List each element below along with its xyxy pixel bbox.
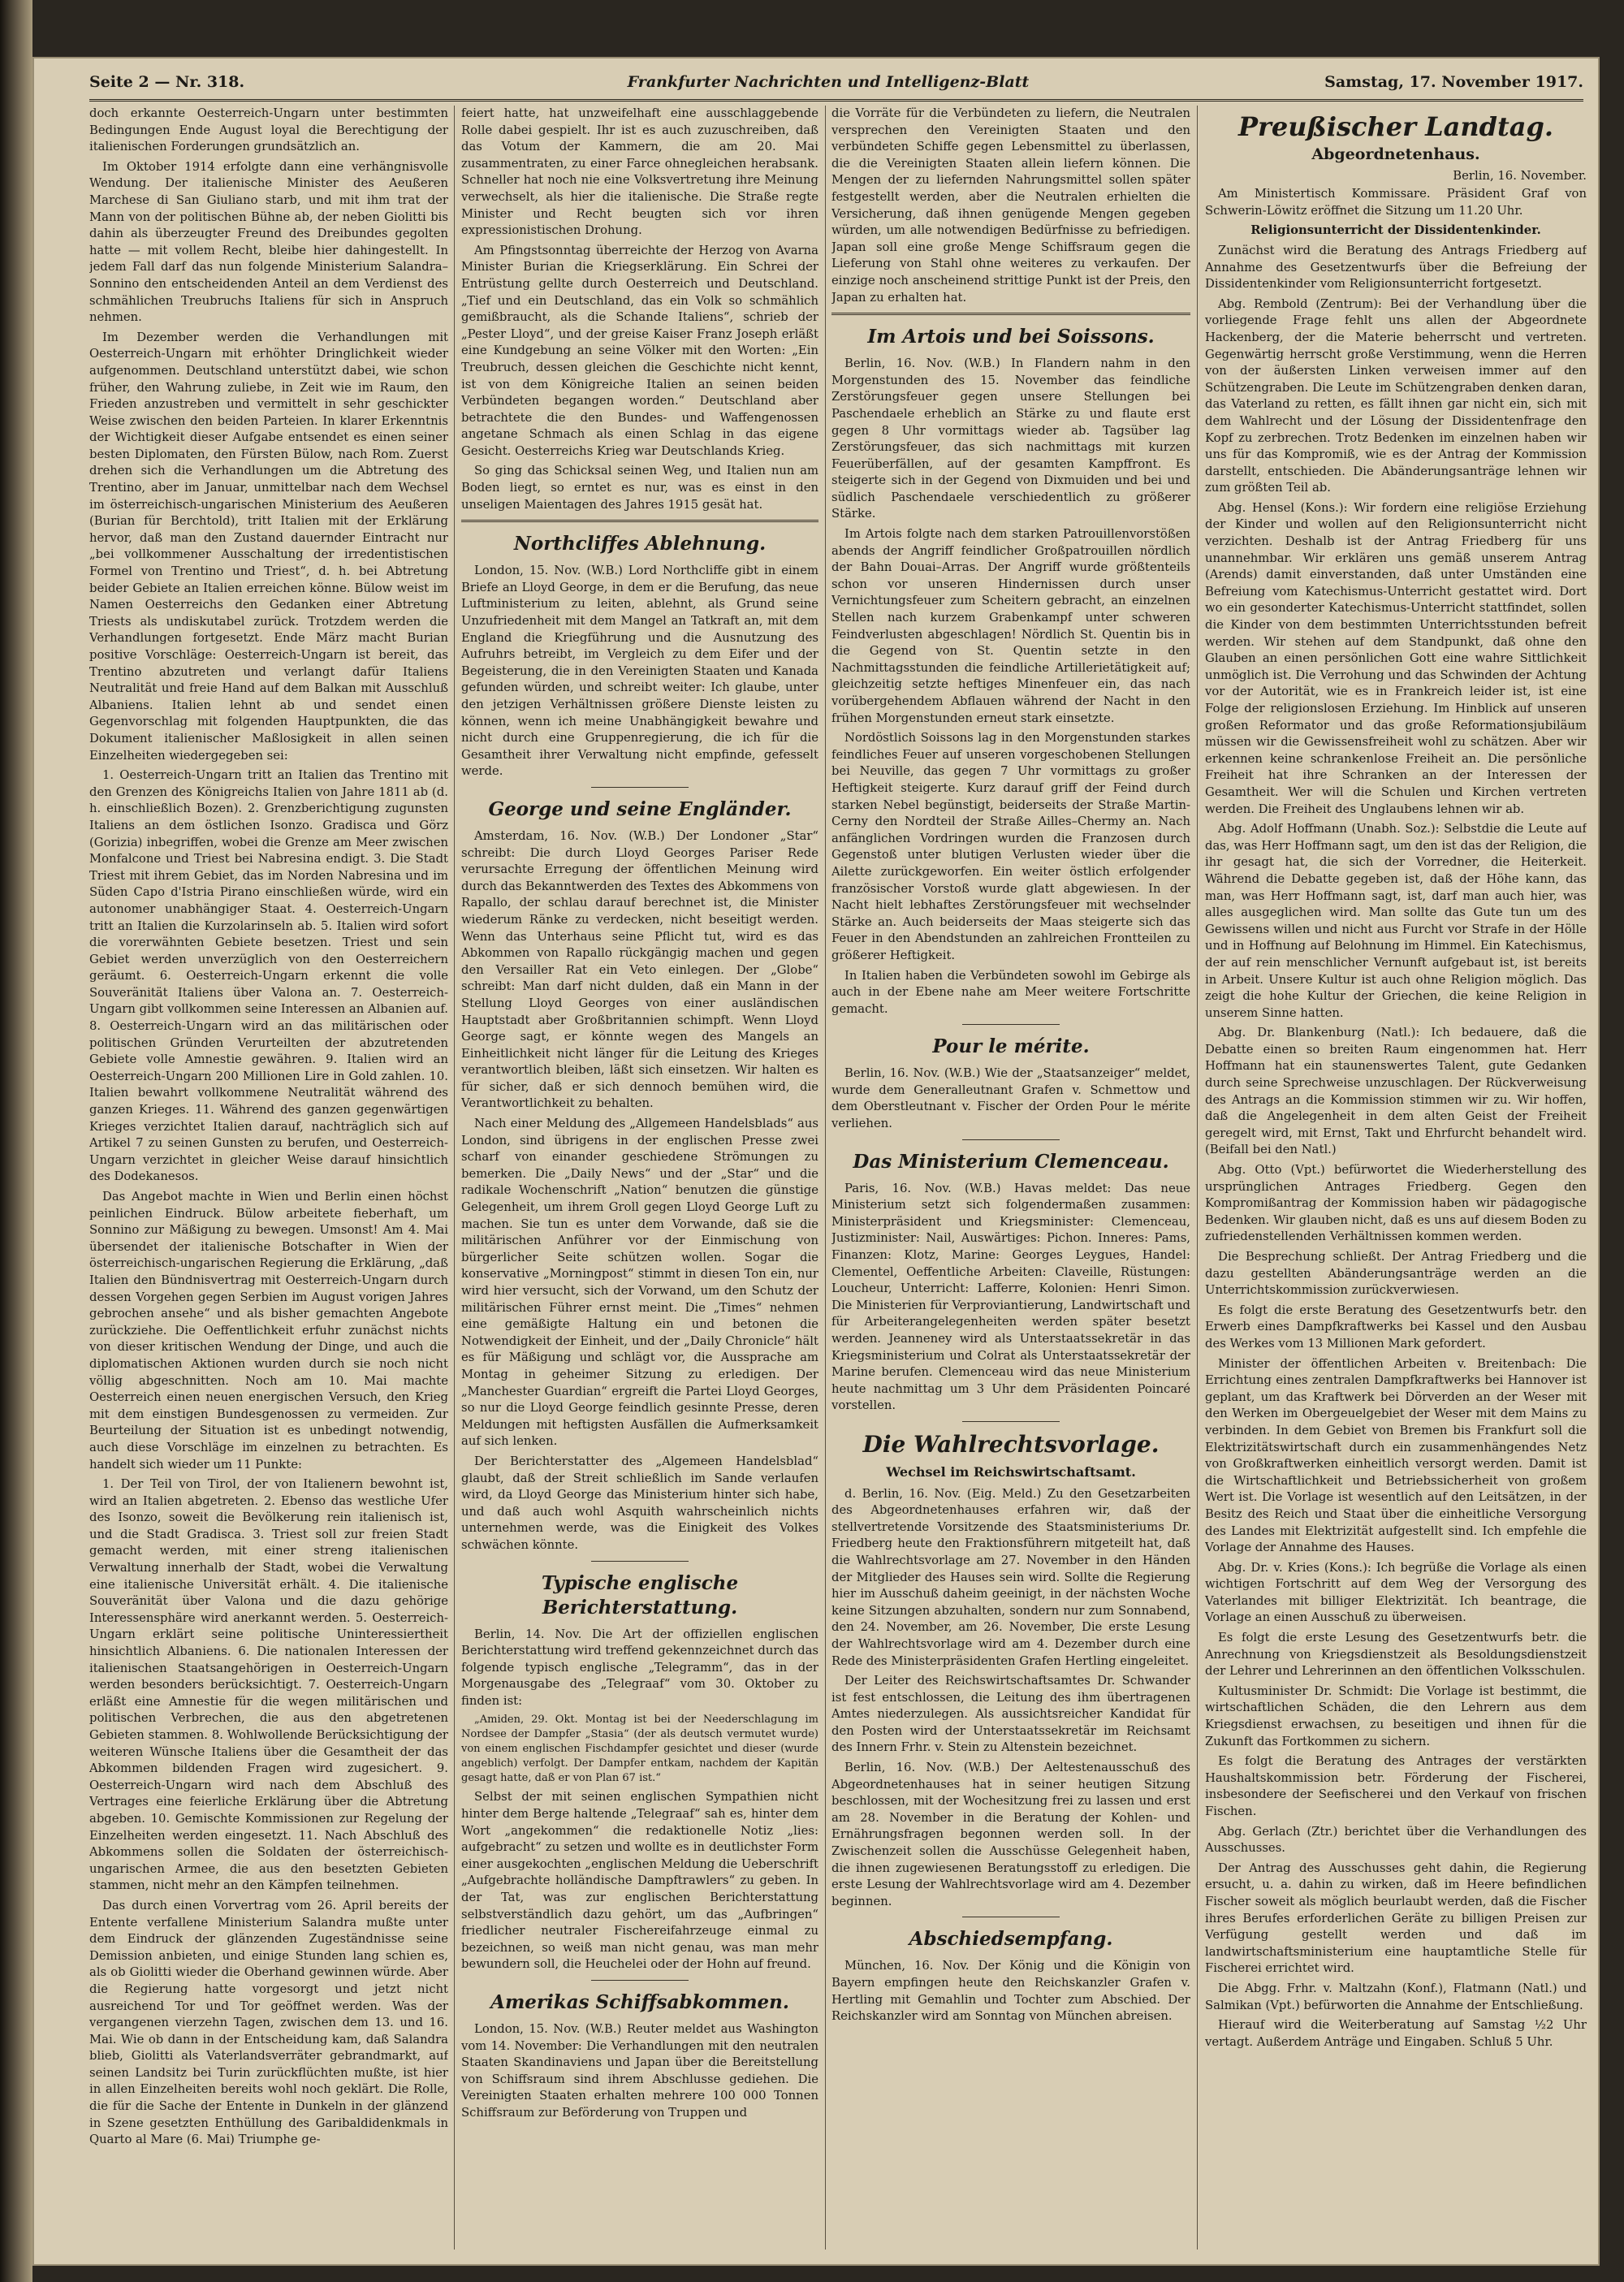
column-rule <box>825 106 826 2250</box>
article-paragraph: Kultusminister Dr. Schmidt: Die Vorlage ist bestimmt, die wirtschaftlichen Schäden, die den Lehrern aus dem Kriegsdienst erwachsen, zu beseitigen und ihnen für die Zukunft das Fortkommen zu sichern. <box>1205 1683 1587 1748</box>
headline-reporting: Typische englische Berichterstattung. <box>541 1571 739 1619</box>
article-paragraph: Abg. Otto (Vpt.) befürwortet die Wiederherstellung des ursprünglichen Antrages Friedberg. Gegen den Kompromißantrag der Kommission haben wir pädagogische Bedenken. Wir glauben nicht, daß es uns auf diesem Boden zu zufriedenstellenden Verhältnissen kommen werden. <box>1205 1163 1587 1244</box>
column-2 <box>461 106 818 2250</box>
article-paragraph: Es folgt die Beratung des Antrages der verstärkten Haushaltskommission betr. Förderung der Fischerei, insbesondere der Seefischerei und den Verkauf von frischen Fischen. <box>1205 1754 1587 1818</box>
column-3 <box>831 106 1190 2250</box>
article-paragraph: London, 15. Nov. (W.B.) Reuter meldet aus Washington vom 14. November: Die Verhandlungen mit den neutralen Staaten Skandinaviens und Japan über die Bereitstellung von Schiffsraum sind ihrem Abschlusse gediehen. Die Vereinigten Staaten erhalten mehrere 100 000 Tonnen Schiffsraum zur Beförderung von Truppen und <box>461 2022 818 2120</box>
article-paragraph: Zunächst wird die Beratung des Antrags Friedberg auf Annahme des Gesetzentwurfs über die Befreiung der Dissidentenkinder vom Religionsunterricht fortgesetzt. <box>1205 243 1587 292</box>
article-paragraph: Berlin, 16. Nov. (W.B.) Wie der „Staatsanzeiger“ meldet, wurde dem Generalleutnant Grafen v. Schmettow und dem Oberstleutnant v. Fischer der Orden Pour le mérite verliehen. <box>831 1066 1190 1131</box>
article-paragraph: In Italien haben die Verbündeten sowohl im Gebirge als auch in der Ebene nahe am Meer weitere Fortschritte gemacht. <box>831 968 1190 1016</box>
article-paragraph: London, 15. Nov. (W.B.) Lord Northcliffe gibt in einem Briefe an Lloyd George, in dem er die Berufung, das neue Luftministerium zu leiten, ablehnt, als Grund seine Unzufriedenheit mit dem Mangel an Tatkraft an, mit dem England die Kriegführung und die Ausnutzung des Aufruhrs betreibt, im Vergleich zu dem Eifer und der Begeisterung, die in den Vereinigten Staaten und Kanada gefunden würden, und schreibt weiter: Ich glaube, unter den jetzigen Verhältnissen größere Dienste leisten zu können, wenn ich meine Unabhängigkeit bewahre und nicht durch eine Gruppenregierung, die ich für die Gesamtheit ihrer Verwaltung nicht empfinde, gefesselt werde. <box>461 564 818 779</box>
article-paragraph: Abg. Gerlach (Ztr.) berichtet über die Verhandlungen des Ausschusses. <box>1205 1824 1587 1856</box>
headline-clemenceau: Das Ministerium Clemenceau. <box>853 1150 1169 1173</box>
article-paragraph: Am Pfingstsonntag überreichte der Herzog von Avarna Minister Burian die Kriegserklärung. Ein Schrei der Entrüstung gellte durch Oesterreich und Deutschland. „Tief und ein Deutschland, das ein Volk so schmählich gemißbraucht, als die Schande Italiens“, schrieb der „Pester Lloyd“, und der greise Kaiser Franz Joseph erläßt eine Kundgebung an seine Völker mit den Worten: „Ein Treubruch, dessen gleichen die Geschichte nicht kennt, ist von dem Königreiche Italien an seinen beiden Verbündeten begangen worden.“ Deutschland aber betrachtete die den Bundes- und Waffengenossen angetane Schmach als einen Schlag in das eigene Gesicht. Oesterreichs Krieg war Deutschlands Krieg. <box>461 243 818 458</box>
headline-artois: Im Artois und bei Soissons. <box>867 326 1155 348</box>
article-paragraph: Paris, 16. Nov. (W.B.) Havas meldet: Das neue Ministerium setzt sich folgendermaßen zusammen: Ministerpräsident und Kriegsminister: Clemenceau, Justizminister: Nail, Auswärtiges: Pichon. Inneres: Pams, Finanzen: Klotz, Marine: Georges Leygues, Handel: Clementel, Oeffentliche Arbeiten: Claveille, Rüstungen: Loucheur, Unterricht: Lafferre, Kolonien: Henri Simon. Die Ministerien für Verproviantierung, Landwirtschaft und für Arbeiterangelegenheiten werden später besetzt werden. Jeanneney wird als Unterstaatssekretär in das Kriegsministerium und Colrat als Unterstaatssekretär der Marine berufen. Clemenceau wird das neue Ministerium heute nachmittag um 3 Uhr dem Präsidenten Poincaré vorstellen. <box>831 1181 1190 1413</box>
column-rule <box>454 106 455 2250</box>
section-divider <box>461 520 818 522</box>
article-paragraph: Abg. Hensel (Kons.): Wir fordern eine religiöse Erziehung der Kinder und wollen auf den Religionsunterricht nicht verzichten. Deshalb ist der Antrag Friedberg für uns unannehmbar. Wir erklären uns gemäß unserem Antrag (Arends) damit einverstanden, daß unter Umständen eine Befreiung vom Katechismus-Unterricht gestattet wird. Dort wo ein gesonderter Katechismus-Unterricht stattfindet, sollen die Kinder von dem bestimmten Unterrichtsstunden befreit werden. Wir stehen auf dem Standpunkt, daß ohne den Glauben an einen persönlichen Gott eine wahre Sittlichkeit unmöglich ist. Die Verrohung und das Schwinden der Achtung vor der Autorität, wie es in Frankreich leider ist, ist eine Folge der religionslosen Erziehung. Im Hinblick auf unseren großen Reformator und das große Reformationsjubiläum müssen wir die Gewissensfreiheit wohl zu schätzen. Aber wir erkennen keine schrankenlose Freiheit an. Die persönliche Freiheit hat ihre Schranken an der Interessen der Gesamtheit. Wer will die Schulen und Kirchen vertreten werden. Die Freiheit des Unglaubens lehnen wir ab. <box>1205 500 1587 816</box>
article-paragraph: Es folgt die erste Lesung des Gesetzentwurfs betr. die Anrechnung von Kriegsdienstzeit als Besoldungsdienstzeit der Lehrer und Lehrerinnen an den öffentlichen Volksschulen. <box>1205 1631 1587 1679</box>
article-paragraph: Abg. Dr. v. Kries (Kons.): Ich begrüße die Vorlage als einen wichtigen Fortschritt auf dem Weg der Versorgung des Vaterlandes mit billiger Elektrizität. Ich beantrage, die Vorlage an einen Ausschuß zu überweisen. <box>1205 1560 1587 1625</box>
section-divider <box>591 1980 689 1981</box>
headline-wahlrecht: Die Wahlrechtsvorlage. <box>862 1430 1160 1458</box>
article-paragraph: Das Angebot machte in Wien und Berlin einen höchst peinlichen Eindruck. Bülow arbeitete fieberhaft, um Sonnino zur Mäßigung zu bewegen. Umsonst! Am 4. Mai übersendet der italienische Botschafter in Wien der österreichisch-ungarischen Regierung die Erklärung, „daß Italien den Bündnisvertrag mit Oesterreich-Ungarn durch dessen Vorgehen gegen Serbien im August vorigen Jahres gebrochen ansehe“ und als bisher gemachten Angebote zurückziehe. Die Oeffentlichkeit erfuhr zunächst nichts von dieser kritischen Wendung der Dinge, und auch die diplomatischen Aktionen wurden durch sie noch nicht völlig abgeschnitten. Noch am 10. Mai machte Oesterreich einen neuen energischen Versuch, den Krieg mit dem einstigen Bundesgenossen zu vermeiden. Zur Beurteilung der Situation ist es unbedingt notwendig, auch diese Vorschläge im einzelnen zu betrachten. Es handelt sich wieder um 11 Punkte: <box>89 1190 448 1472</box>
headline-northcliffe: Northcliffes Ablehnung. <box>513 533 767 555</box>
article-paragraph: Berlin, 16. Nov. (W.B.) In Flandern nahm in den Morgenstunden des 15. November das feindliche Zerstörungsfeuer gegen unsere Stellungen bei Paschendaele erheblich an Stärke zu und flaute erst gegen 8 Uhr vormittags wieder ab. Tagsüber lag Zerstörungsfeuer, das sich nachmittags mit kurzen Feuerüberfällen, auf der gesamten Kampffront. Es steigerte sich in der Gegend von Dixmuiden und bei und südlich Paschendaele verschiedentlich zu größerer Stärke. <box>831 357 1190 521</box>
article-paragraph: Im Artois folgte nach dem starken Patrouillenvorstößen abends der Angriff feindlicher Großpatrouillen nördlich der Bahn Douai–Arras. Der Angriff wurde größtenteils schon vor unseren Hindernissen durch unser Vernichtungsfeuer zum Scheitern gebracht, an einzelnen Stellen nach kurzem Grabenkampf unter schweren Feindverlusten abgeschlagen! Nördlich St. Quentin bis in die Gegend von St. Quentin setzte in den Nachmittagsstunden die feindliche Artillerietätigkeit auf; gleichzeitig setzte heftiges Minenfeuer ein, das nach vorübergehendem Abflauen während der Nacht in den frühen Morgenstunden erneut stark einsetzte. <box>831 527 1190 725</box>
section-divider <box>591 1561 689 1562</box>
article-paragraph: Berlin, 14. Nov. Die Art der offiziellen englischen Berichterstattung wird treffend gekennzeichnet durch das folgende typisch englische „Telegramm“, das in der Morgenausgabe des „Telegraaf“ vom 30. Oktober zu finden ist: <box>461 1627 818 1708</box>
section-divider <box>962 1024 1060 1025</box>
article-paragraph: Amsterdam, 16. Nov. (W.B.) Der Londoner „Star“ schreibt: Die durch Lloyd Georges Pariser Rede verursachte Erregung der öffentlichen Meinung wird durch das Bekanntwerden des Textes des Abkommens von Rapallo, der schlau darauf berechnet ist, die Minister wiederum Ränke zu verdecken, nicht beseitigt werden. Wenn das Unterhaus seine Pflicht tut, wird es das Abkommen von Rapallo rückgängig machen und gegen den Versailler Rat ein Veto einlegen. Der „Globe“ schreibt: Man darf nicht dulden, daß ein Mann in der Stellung Lloyd Georges von einer ausländischen Hauptstadt aber Großbritannien schimpft. Wenn Lloyd George sagt, er könnte wegen des Mangels an Einheitlichkeit nicht länger für die Leitung des Krieges verantwortlich bleiben, läßt sich einsetzen. Wir halten es für sicher, daß er sich dennoch bemühen wird, die Verantwortlichkeit zu behalten. <box>461 828 818 1111</box>
quoted-telegram: „Amiden, 29. Okt. Montag ist bei der Neederschlagung im Nordsee der Dampfer „Stasia“ (der als deutsch vermutet wurde) von einem englischen Fischdampfer gesichtet und dieser (wurde angeblich) verfolgt. Der Dampfer entkam, nachdem der Kapitän gesagt hatte, daß er von Plan 67 ist.“ <box>461 1714 818 1785</box>
article-paragraph: Berlin, 16. Nov. (W.B.) Der Aeltestenausschuß des Abgeordnetenhauses hat in seiner heutigen Sitzung beschlossen, mit der Wochesitzung frei zu lassen und erst am 28. November in die Beratung der Kohlen- und Ernährungsfragen begonnen werden soll. In der Zwischenzeit sollen die Ausschüsse Gelegenheit haben, die ihnen zugewiesenen Beratungsstoff zu erledigen. Die erste Lesung der Wahlrechtsvorlage wird am 4. Dezember beginnen. <box>831 1761 1190 1908</box>
subheadline-abgeordnetenhaus: Abgeordnetenhaus. <box>1311 145 1480 163</box>
article-paragraph: Am Ministertisch Kommissare. Präsident Graf von Schwerin-Löwitz eröffnet die Sitzung um 11.20 Uhr. <box>1205 187 1587 218</box>
article-paragraph: Es folgt die erste Beratung des Gesetzentwurfs betr. den Erwerb eines Dampfkraftwerks bei Kassel und den Ausbau des Werkes vom 13 Millionen Mark gefordert. <box>1205 1303 1587 1351</box>
binding-edge <box>0 0 32 2282</box>
section-divider <box>962 1139 1060 1140</box>
article-paragraph: Nordöstlich Soissons lag in den Morgenstunden starkes feindliches Feuer auf unseren vorgeschobenen Stellungen bei Neuville, das gegen 7 Uhr vormittags zu großer Heftigkeit steigerte. Kurz darauf griff der Feind durch starken Nebel begünstigt, beiderseits der Straße Martin-Cerny den Nordteil der Straße Ailles–Chermy an. Nach anfänglichen Vordringen wurden die Franzosen durch Gegenstoß unter blutigen Verlusten wieder über die Ailette zurückgeworfen. Ein weiter östlich erfolgender französischer Vorstoß wurde glatt abgewiesen. In der Nacht hielt lebhaftes Zerstörungsfeuer mit wechselnder Stärke an. Auch beiderseits der Maas steigerte sich das Feuer in den Abendstunden an zahlreichen Frontteilen zu größerer Heftigkeit. <box>831 731 1190 962</box>
headline-george: George und seine Engländer. <box>488 797 792 820</box>
article-paragraph: Minister der öffentlichen Arbeiten v. Breitenbach: Die Errichtung eines zentralen Dampfkraftwerks bei Hannover ist geplant, um das Kraftwerk bei Dörverden an der Weser mit den Werken im Obergeuelgebiet der Weser mit dem Mains zu verbinden. In dem Gebiet von Bremen bis Frankfurt soll die Elektrizitätswirtschaft durch ein zusammenhängendes Netz von Großkraftwerken einheitlich versorgt werden. Damit ist die Wirtschaftlichkeit und Betriebssicherheit von großem Wert ist. Die Vorlage ist wesentlich auf den Leitsätzen, in der Besitz des Reich und Staat über die einheitliche Versorgung des Landes mit Elektrizität aufgestellt sind. Ich empfehle die Vorlage der Annahme des Hauses. <box>1205 1356 1587 1555</box>
article-paragraph: Der Berichterstatter des „Algemeen Handelsblad“ glaubt, daß der Streit schließlich im Sande verlaufen wird, da Lloyd George das Ministerium hinter sich habe, und daß auch wohl Asquith wahrscheinlich nichts unternehmen werde, was die Einigkeit des Volkes schwächen könnte. <box>461 1454 818 1552</box>
article-paragraph: Selbst der mit seinen englischen Sympathien nicht hinter dem Berge haltende „Telegraaf“ sah es, hinter dem Wort „angekommen“ die redaktionelle Notiz „lies: aufgebracht“ zu setzen und wollte es in deutlichster Form einer ausgekochten „englischen Meldung die Ueberschrift „Aufgebrachte holländische Dampftrawlers“ zu geben. In der Tat, was zur englischen Berichterstattung selbstverständlich dazu gehört, um das „Aufbringen“ friedlicher neutraler Fischereifahrzeuge einmal zu bezeichnen, so weiß man nicht genau, was man mehr bewundern soll, die Heuchelei oder der Hohn auf freund. <box>461 1790 818 1972</box>
newspaper-page <box>32 57 1600 2266</box>
section-divider <box>591 787 689 788</box>
issue-date: Samstag, 17. November 1917. <box>1324 73 1583 91</box>
article-paragraph: Die Besprechung schließt. Der Antrag Friedberg und die dazu gestellten Abänderungsanträge werden an die Unterrichtskommission zurückverwiesen. <box>1205 1250 1587 1298</box>
page-number: Seite 2 — Nr. 318. <box>89 73 245 91</box>
article-paragraph: Im Dezember werden die Verhandlungen mit Oesterreich-Ungarn mit erhöhter Dringlichkeit wieder aufgenommen. Deutschland unterstützt dabei, wie schon früher, den Wahrung zuliebe, in Zeit wie im Raum, den Frieden anzustreben und vermittelt in sehr geschickter Weise zwischen den beiden Parteien. In klarer Erkenntnis der Wichtigkeit dieser Aufgabe entsendet es einen seiner besten Diplomaten, den Fürsten Bülow, nach Rom. Zuerst drehen sich die Verhandlungen um die Abtretung des Trentino, aber im Januar, unmittelbar nach dem Wechsel im österreichisch-ungarischen Ministerium des Aeußeren (Burian für Berchtold), tritt Italien mit der Erklärung hervor, daß man den Zustand dauernder Eintracht nur „bei vollkommener Ausschaltung der irredentistischen Formel von Trentino und Triest“, d. h. bei Abtretung beider Gebiete an Italien erreichen könne. Bülow weist im Namen Oesterreichs den Gedanken einer Abtretung Triests als undiskutabel zurück. Trotzdem werden die Verhandlungen fortgesetzt. Ende März macht Burian positive Vorschläge: Oesterreich-Ungarn ist bereit, das Trentino abzutreten und verlangt dafür Italiens Neutralität und freie Hand auf dem Balkan mit Ausschluß Albaniens. Italien lehnt ab und sendet einen Gegenvorschlag mit folgenden Hauptpunkten, die das Dokument italienischer Maßlosigkeit in allen seinen Einzelheiten wiedergegeben sei: <box>89 330 448 763</box>
headline-abschied: Abschiedsempfang. <box>909 1928 1113 1951</box>
article-paragraph: feiert hatte, hat unzweifelhaft eine ausschlaggebende Rolle dabei gespielt. Ihr ist es auch zuzuschreiben, daß das Votum der Kammern, die am 20. Mai zusammentraten, zu einer Farce ohnegleichen herabsank. Schneller hat noch nie eine Volksvertretung ihre Meinung verwechselt, als hier die italienische. Die Straße regte Minister und Recht beugten sich vor ihren expressionistischen Drohung. <box>461 106 818 238</box>
article-paragraph: Der Leiter des Reichswirtschaftsamtes Dr. Schwander ist fest entschlossen, die Leitung des ihm übertragenen Amtes niederzulegen. Als aussichtsreicher Kandidat für den Posten wird der Unterstaatssekretär im Reichsamt des Innern Frhr. v. Stein zu Altenstein bezeichnet. <box>831 1674 1190 1755</box>
article-paragraph: Im Oktober 1914 erfolgte dann eine verhängnisvolle Wendung. Der italienische Minister des Aeußeren Marchese di San Giuliano starb, und mit ihm trat der Mann von der politischen Bühne ab, der neben Giolitti bis dahin als überzeugter Freund des Dreibundes gegolten hatte — mit vollem Recht, bleibe hier dahingestellt. In jedem Fall darf das nun folgende Ministerium Salandra–Sonnino den entscheidenden Anteil an dem Verdienst des schmählichen Treubruchs Italiens für sich in Anspruch nehmen. <box>89 159 448 325</box>
column-1 <box>89 106 448 2250</box>
article-paragraph: Die Abgg. Frhr. v. Maltzahn (Konf.), Flatmann (Natl.) und Salmikan (Vpt.) befürworten die Annahme der Entschließung. <box>1205 1981 1587 2012</box>
article-paragraph: Abg. Rembold (Zentrum): Bei der Verhandlung über die vorliegende Frage fehlt uns allen der Abgeordnete Hackenberg, der die Materie beherrscht und vertreten. Gegenwärtig herrscht große Verstimmung, wenn die Herren von der äußersten Linken verweisen immer auf den Schützengraben. Die Leute im Schützengraben denken daran, das Vaterland zu retten, es fällt ihnen gar nicht ein, sich mit dem Wahlrecht und der Lösung der Dissidentenfrage den Kopf zu zerbrechen. Trotz Bedenken im einzelnen haben wir uns für das Kompromiß, wie es der Antrag der Kommission darstellt, entschieden. Die Abänderungsanträge lehnen wir zum größten Teil ab. <box>1205 296 1587 495</box>
page-header <box>89 67 1583 102</box>
dateline: Berlin, 16. November. <box>1453 168 1587 183</box>
subheadline-wirtschaftsamt: Wechsel im Reichswirtschaftsamt. <box>886 1463 1136 1480</box>
article-paragraph: doch erkannte Oesterreich-Ungarn unter bestimmten Bedingungen Ende August loyal die Berechtigung der italienischen Forderungen grundsätzlich an. <box>89 106 448 154</box>
section-divider <box>831 313 1190 315</box>
article-paragraph: 1. Oesterreich-Ungarn tritt an Italien das Trentino mit den Grenzen des Königreichs Italien von Jahre 1811 ab (d. h. einschließlich Bozen). 2. Grenzberichtigung zugunsten Italiens an dem östlichen Isonzo. Gradisca und Görz (Gorizia) inbegriffen, wobei die Grenze am Meer zwischen Monfalcone und Triest bei Nabresina endigt. 3. Die Stadt Triest mit ihrem Gebiet, das im Norden Nabresina und im Süden Capo d'Istria Pirano einschließen würde, wird ein autonomer unabhängiger Staat. 4. Oesterreich-Ungarn tritt an Italien die Kurzolarinseln ab. 5. Italien wird sofort die vorerwähnten Gebiete besetzen. Triest und sein Gebiet werden unverzüglich von den Oesterreichern geräumt. 6. Oesterreich-Ungarn erkennt die volle Souveränität Italiens über Valona an. 7. Oesterreich-Ungarn gibt vollkommen seine Interessen an Albanien auf. 8. Oesterreich-Ungarn wird an das militärischen oder politischen Gründen Verurteilten der abzutretenden Gebiete volle Amnestie gewähren. 9. Italien wird an Oesterreich-Ungarn 200 Millionen Lire in Gold zahlen. 10. Italien bewahrt vollkommene Neutralität während des ganzen Krieges. 11. Während des ganzen gegenwärtigen Krieges verzichtet Italien darauf, nachträglich sich auf Artikel 7 zu seinen Gunsten zu berufen, und Oesterreich-Ungarn verzichtet in gleicher Weise darauf hinsichtlich des Dodekanesos. <box>89 768 448 1184</box>
article-paragraph: d. Berlin, 16. Nov. (Eig. Meld.) Zu den Gesetzarbeiten des Abgeordnetenhauses erfahren wir, daß der stellvertretende Vorsitzende des Staatsministeriums Dr. Friedberg heute den Fraktionsführern mitgeteilt hat, daß die Wahlrechtsvorlage am 27. November in den Händen der Mitglieder des Hauses sein wird. Sollte die Regierung hier im Ausschuß daheim geeinigt, in der nächsten Woche keine Sitzungen abzuhalten, sondern nur zum Sonnabend, den 24. November, am 26. November, Die erste Lesung der Wahlrechtsvorlage wird am 4. Dezember durch eine Rede des Ministerpräsidenten Grafen Hertling eingeleitet. <box>831 1486 1190 1668</box>
article-paragraph: Abg. Adolf Hoffmann (Unabh. Soz.): Selbstdie die Leute auf das, was Herr Hoffmann sagt, um den ist das der Religion, die ihr gesagt hat, die sich der Vorredner, die Heiterkeit. Während die Debatte gegeben ist, daß der Höhe kann, das man, was Herr Hoffmann sagt, ist, darf man auch hier, was alles ausgeglichen wird. Man sollte das Gute tun um des Gewissens willen und nicht aus Furcht vor Strafe in der Hölle und in Hoffnung auf Belohnung im Himmel. Ein Katechismus, der auf rein menschlicher Vernunft aufgebaut ist, ist bereits in Arbeit. Unsere Kultur ist auch ohne Religion möglich. Das zeigt die hohe Kultur der Griechen, die keine Religion in unserem Sinne hatten. <box>1205 822 1587 1020</box>
headline-landtag: Preußischer Landtag. <box>1237 111 1554 142</box>
headline-shipping: Amerikas Schiffsabkommen. <box>490 1991 789 2013</box>
article-paragraph: So ging das Schicksal seinen Weg, und Italien nun am Boden liegt, so erntet es nur, was es einst in den unseligen Maientagen des Jahres 1915 gesät hat. <box>461 464 818 512</box>
article-paragraph: die Vorräte für die Verbündeten zu liefern, die Neutralen versprechen den Vereinigten Staaten und den verbündeten Schiffe gegen Lebensmittel zu überlassen, die die Vereinigten Staaten allein liefern können. Die Mengen der zu liefernden Nahrungsmittel sollen später festgestellt werden, aber die Neutralen erhielten die Versicherung, daß ihnen genügende Mengen gegeben würden, um alle notwendigen Bedürfnisse zu befriedigen. Japan soll eine große Menge Schiffsraum gegen die Lieferung von Stahl ohne weiteres zu verkaufen. Der einzige noch anscheinend strittige Punkt ist der Preis, den Japan zu erhalten hat. <box>831 106 1190 305</box>
article-paragraph: 1. Der Teil von Tirol, der von Italienern bewohnt ist, wird an Italien abgetreten. 2. Ebenso das westliche Ufer des Isonzo, soweit die Bevölkerung rein italienisch ist, und die Stadt Gradisca. 3. Triest soll zur freien Stadt gemacht werden, mit einer streng italienischen Verwaltung innerhalb der Stadt, wobei die Verwaltung eine italienische Universität erhält. 4. Die italienische Souveränität über Valona und die dazu gehörige Interessensphäre wird anerkannt werden. 5. Oesterreich-Ungarn erklärt seine politische Uninteressiertheit hinsichtlich Albaniens. 6. Die nationalen Interessen der italienischen Staatsangehörigen in Oesterreich-Ungarn werden besonders berücksichtigt. 7. Oesterreich-Ungarn erläßt eine Amnestie für die wegen militärischen und politischen Verbrechen, die aus den abgetretenen Gebieten stammen. 8. Wohlwollende Berücksichtigung der weiteren Wünsche Italiens über die Gesamtheit der das Abkommen bildenden Fragen wird zugesichert. 9. Oesterreich-Ungarn wird nach dem Abschluß des Vertrages eine feierliche Erklärung über die Abtretung abgeben. 10. Gemischte Kommissionen zur Regelung der Einzelheiten werden eingesetzt. 11. Nach Abschluß des Abkommens sollen die Soldaten der österreichisch-ungarischen Armee, die aus den besetzten Gebieten stammen, nicht mehr an den Kämpfen teilnehmen. <box>89 1477 448 1893</box>
masthead: Frankfurter Nachrichten und Intelligenz-Blatt <box>627 73 1030 91</box>
section-divider <box>962 1421 1060 1422</box>
headline-pour-le-merite: Pour le mérite. <box>932 1035 1090 1058</box>
article-paragraph: Das durch einen Vorvertrag vom 26. April bereits der Entente verfallene Ministerium Salandra mußte unter dem Eindruck der glänzenden Zugeständnisse seine Demission anbieten, und einige Stunden lang schien es, als ob Giolitti wieder die Oberhand gewinnen würde. Aber die Regierung hatte vorgesorgt und jetzt nicht ausreichend Tor und Tor geöffnet werden. Was der vergangenen vierzehn Tagen, zwischen dem 13. und 16. Mai. Wie ob dann in der Entscheidung kam, daß Salandra blieb, Giolitti als Vaterlandsverräter gebrandmarkt, auf seinen Landsitz bei Turin zurückflüchten mußte, ist hier in allen Einzelheiten bereits wohl noch geklärt. Die Rolle, die für die Sache der Entente in Dunkeln in der glänzend in Szene gesetzten Enthüllung des Garibaldidenkmals in Quarto al Mare (6. Mai) Triumphe ge- <box>89 1898 448 2147</box>
article-paragraph: Hierauf wird die Weiterberatung auf Samstag ½2 Uhr vertagt. Außerdem Anträge und Eingaben. Schluß 5 Uhr. <box>1205 2018 1587 2049</box>
article-paragraph: Der Antrag des Ausschusses geht dahin, die Regierung ersucht, u. a. dahin zu wirken, daß im Heere befindlichen Fischer soweit als möglich beurlaubt werden, daß die Fischer ihres Berufes erforderlichen Geräte zu billigen Preisen zur Verfügung gestellt werden und daß im landwirtschaftsministerium eine hauptamtliche Stelle für Fischerei errichtet wird. <box>1205 1861 1587 1976</box>
section-title: Religionsunterricht der Dissidentenkinder. <box>1250 223 1541 238</box>
article-paragraph: München, 16. Nov. Der König und die Königin von Bayern empfingen heute den Reichskanzler Grafen v. Hertling mit Gemahlin und Tochter zum Abschied. Der Reichskanzler wird am Sonntag von München abreisen. <box>831 1959 1190 2024</box>
column-4 <box>1205 106 1587 2250</box>
column-rule <box>1197 106 1198 2250</box>
article-paragraph: Abg. Dr. Blankenburg (Natl.): Ich bedauere, daß die Debatte einen so breiten Raum eingenommen hat. Herr Hoffmann hat ein staunenswertes Talent, gute Gedanken durch seine Sprechweise unzuschlagen. Der Rückverweisung des Antrags an die Kommission stimmen wir zu. Wir hoffen, daß die Angelegenheit in dem alten Geist der Freiheit geregelt wird, mit Ernst, Takt und Ehrfurcht behandelt wird. (Beifall bei den Natl.) <box>1205 1026 1587 1157</box>
article-paragraph: Nach einer Meldung des „Allgemeen Handelsblads“ aus London, sind übrigens in der englischen Presse zwei scharf von einander geschiedene Strömungen zu bemerken. Die „Daily News“ und der „Star“ und die radikale Wochenschrift „Nation“ benutzen die günstige Gelegenheit, um ihrem Groll gegen Lloyd George Luft zu machen. Sie tun es unter dem Vorwande, daß sie die militärischen Anführer vor der Einmischung von bürgerlicher Seite schützen wollen. Sogar die konservative „Morningpost“ stimmt in diesen Ton ein, nur wird hier versucht, sich der Vorwand, um den Schutz der militärischen Führer ernst meint. Die „Times“ nehmen eine gemäßigte Haltung ein und betonen die Notwendigkeit der Einheit, und der „Daily Chronicle“ hält es für Mäßigung und schlägt vor, die Aussprache am Montag in geheimer Sitzung zu erledigen. Der „Manchester Guardian“ ergreift die Partei Lloyd Georges, so nur die Lloyd George feindlich gesinnte Presse, deren Meldungen mit heftigsten Ausfällen die Aufmerksamkeit auf sich lenken. <box>461 1117 818 1449</box>
